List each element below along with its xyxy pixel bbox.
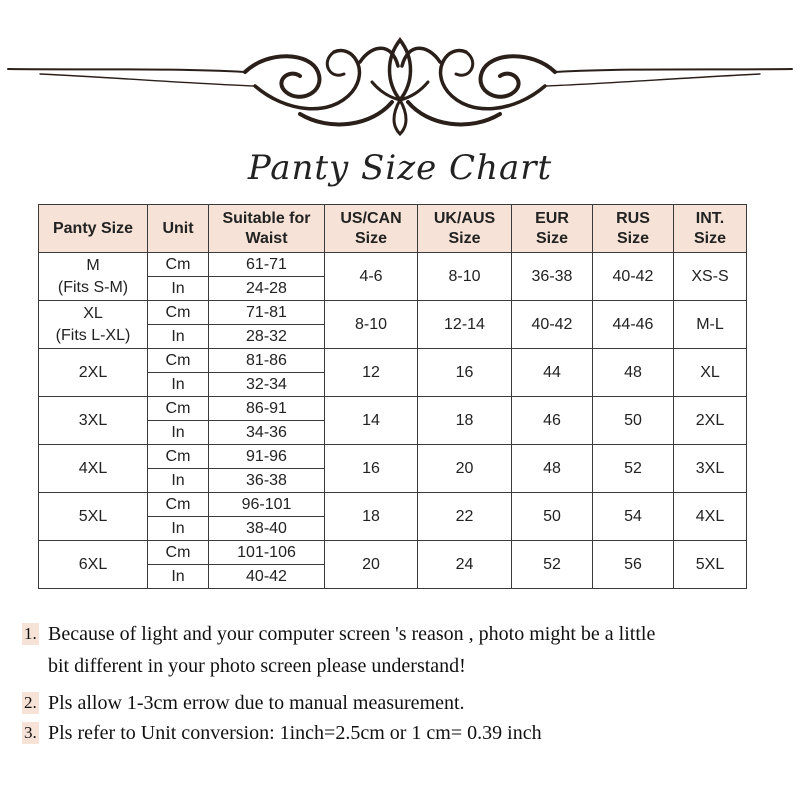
table-header-row <box>39 205 747 253</box>
waist-cell: 34-36 <box>209 421 325 445</box>
note-item <box>22 720 782 746</box>
header-waist <box>209 205 325 253</box>
header-int <box>674 205 747 253</box>
eur-cell: 44 <box>512 349 593 397</box>
unit-cell: In <box>148 373 209 397</box>
header-waist-line1: Suitable for <box>222 209 311 227</box>
us-can-cell: 8-10 <box>325 301 418 349</box>
table-row <box>39 493 747 517</box>
uk-aus-cell: 24 <box>418 541 512 589</box>
header-unit: Unit <box>148 205 209 253</box>
unit-cell: Cm <box>148 253 209 277</box>
unit-cell: In <box>148 469 209 493</box>
uk-aus-cell: 18 <box>418 397 512 445</box>
size-cell: 6XL <box>39 541 148 589</box>
eur-cell: 46 <box>512 397 593 445</box>
header-int-line2: Size <box>693 229 726 247</box>
note-number: 2. <box>24 693 37 712</box>
header-uk-aus <box>418 205 512 253</box>
flourish-divider-icon <box>0 22 800 142</box>
size-cell <box>39 301 148 349</box>
us-can-cell: 16 <box>325 445 418 493</box>
unit-cell: In <box>148 277 209 301</box>
header-us-can-line2: Size <box>354 229 387 247</box>
waist-cell: 36-38 <box>209 469 325 493</box>
header-panty-size: Panty Size <box>39 205 148 253</box>
header-rus <box>593 205 674 253</box>
header-int-line1: INT. <box>695 209 725 227</box>
note-number: 1. <box>24 624 37 643</box>
table-row <box>39 445 747 469</box>
size-label: XL <box>83 304 103 322</box>
us-can-cell: 18 <box>325 493 418 541</box>
eur-cell: 40-42 <box>512 301 593 349</box>
int-cell: 2XL <box>674 397 747 445</box>
waist-cell: 101-106 <box>209 541 325 565</box>
header-eur-line1: EUR <box>535 209 569 227</box>
uk-aus-cell: 8-10 <box>418 253 512 301</box>
rus-cell: 40-42 <box>593 253 674 301</box>
rus-cell: 48 <box>593 349 674 397</box>
waist-cell: 28-32 <box>209 325 325 349</box>
int-cell: 5XL <box>674 541 747 589</box>
size-cell: 4XL <box>39 445 148 493</box>
waist-cell: 81-86 <box>209 349 325 373</box>
waist-cell: 96-101 <box>209 493 325 517</box>
size-cell: 3XL <box>39 397 148 445</box>
note-text: Pls refer to Unit conversion: 1inch=2.5cm or 1 cm= 0.39 inch <box>48 722 542 744</box>
rus-cell: 50 <box>593 397 674 445</box>
us-can-cell: 4-6 <box>325 253 418 301</box>
size-fits-label: (Fits L-XL) <box>55 326 131 344</box>
int-cell: 4XL <box>674 493 747 541</box>
uk-aus-cell: 12-14 <box>418 301 512 349</box>
header-us-can-line1: US/CAN <box>340 209 402 227</box>
note-text-line1: Because of light and your computer screen 's reason , photo might be a little <box>48 623 656 645</box>
unit-cell: In <box>148 421 209 445</box>
table-row <box>39 301 747 325</box>
uk-aus-cell: 20 <box>418 445 512 493</box>
int-cell: XL <box>674 349 747 397</box>
waist-cell: 71-81 <box>209 301 325 325</box>
header-us-can <box>325 205 418 253</box>
size-label: M <box>86 256 100 274</box>
header-eur <box>512 205 593 253</box>
header-uk-aus-line1: UK/AUS <box>433 209 496 227</box>
size-cell <box>39 253 148 301</box>
unit-cell: Cm <box>148 349 209 373</box>
waist-cell: 61-71 <box>209 253 325 277</box>
rus-cell: 56 <box>593 541 674 589</box>
table-row <box>39 349 747 373</box>
waist-cell: 24-28 <box>209 277 325 301</box>
header-rus-line1: RUS <box>616 209 650 227</box>
eur-cell: 52 <box>512 541 593 589</box>
size-chart-table <box>38 204 747 589</box>
note-text: Pls allow 1-3cm errow due to manual measurement. <box>48 692 465 714</box>
note-item <box>22 618 782 682</box>
waist-cell: 38-40 <box>209 517 325 541</box>
unit-cell: In <box>148 517 209 541</box>
notes-list <box>22 618 782 746</box>
waist-cell: 32-34 <box>209 373 325 397</box>
int-cell: M-L <box>674 301 747 349</box>
header-rus-line2: Size <box>616 229 649 247</box>
header-eur-line2: Size <box>535 229 568 247</box>
rus-cell: 44-46 <box>593 301 674 349</box>
page-title: Panty Size Chart <box>247 148 553 188</box>
uk-aus-cell: 16 <box>418 349 512 397</box>
int-cell: 3XL <box>674 445 747 493</box>
unit-cell: In <box>148 325 209 349</box>
table-row <box>39 397 747 421</box>
unit-cell: In <box>148 565 209 589</box>
size-fits-label: (Fits S-M) <box>57 278 129 296</box>
note-number: 3. <box>24 723 37 742</box>
table-row <box>39 253 747 277</box>
header-uk-aus-line2: Size <box>448 229 481 247</box>
waist-cell: 40-42 <box>209 565 325 589</box>
us-can-cell: 20 <box>325 541 418 589</box>
us-can-cell: 12 <box>325 349 418 397</box>
unit-cell: Cm <box>148 445 209 469</box>
waist-cell: 86-91 <box>209 397 325 421</box>
unit-cell: Cm <box>148 301 209 325</box>
eur-cell: 48 <box>512 445 593 493</box>
eur-cell: 50 <box>512 493 593 541</box>
unit-cell: Cm <box>148 493 209 517</box>
note-text-line2: bit different in your photo screen please understand! <box>48 655 466 677</box>
unit-cell: Cm <box>148 541 209 565</box>
table-row <box>39 541 747 565</box>
header-waist-line2: Waist <box>245 229 288 247</box>
us-can-cell: 14 <box>325 397 418 445</box>
rus-cell: 54 <box>593 493 674 541</box>
size-cell: 2XL <box>39 349 148 397</box>
note-item <box>22 690 782 716</box>
waist-cell: 91-96 <box>209 445 325 469</box>
rus-cell: 52 <box>593 445 674 493</box>
size-cell: 5XL <box>39 493 148 541</box>
eur-cell: 36-38 <box>512 253 593 301</box>
int-cell: XS-S <box>674 253 747 301</box>
uk-aus-cell: 22 <box>418 493 512 541</box>
unit-cell: Cm <box>148 397 209 421</box>
